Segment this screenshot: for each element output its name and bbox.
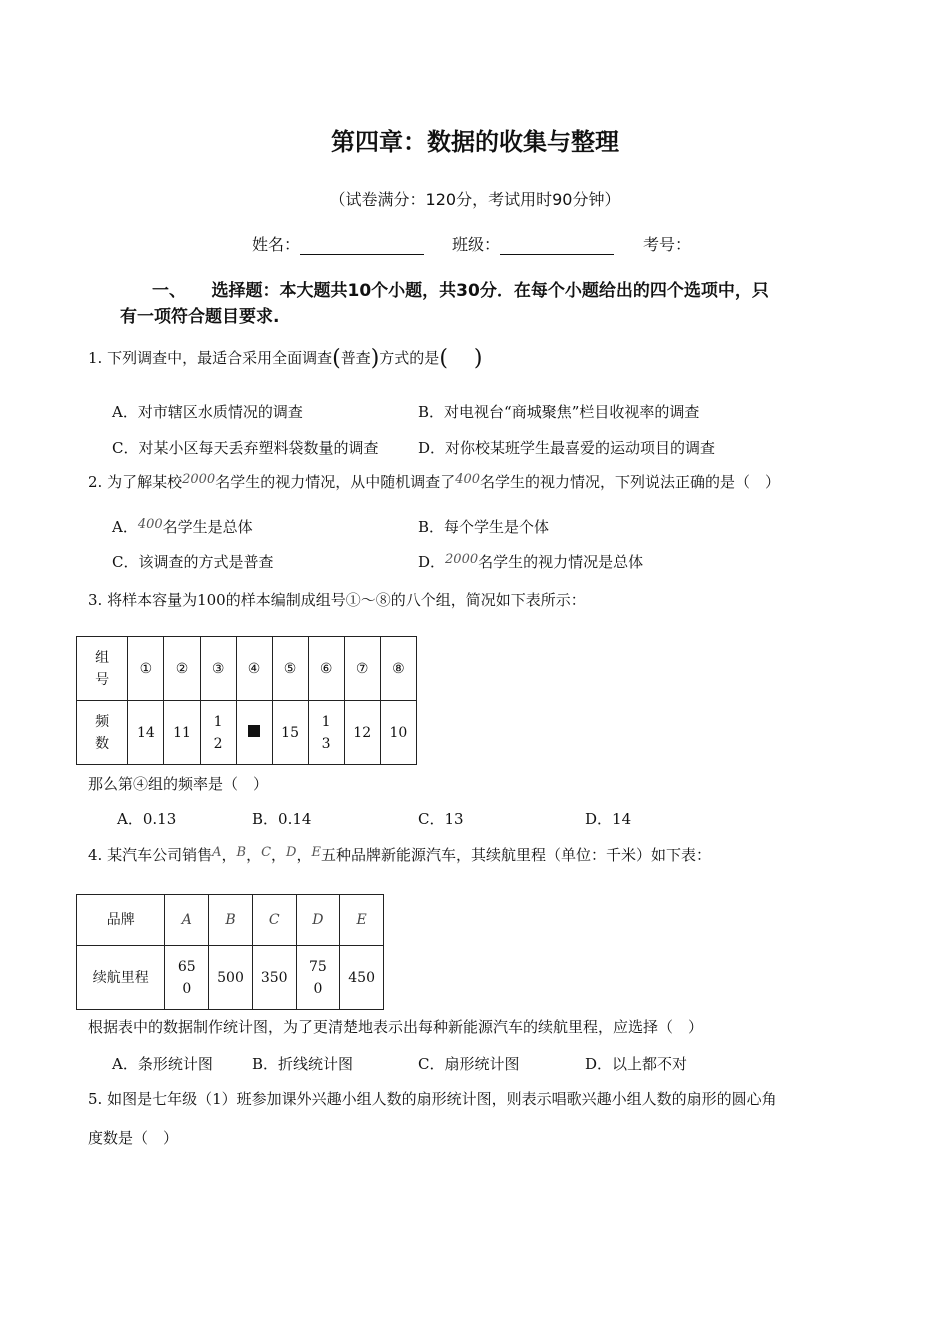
id-label: 考号： bbox=[643, 235, 692, 254]
group-cell: ③ bbox=[200, 637, 236, 701]
q2-option-a-text: 名学生是总体 bbox=[162, 518, 253, 536]
exam-subtitle: （试卷满分：120分，考试用时90分钟） bbox=[329, 190, 621, 209]
freq-cell: 1 3 bbox=[308, 701, 344, 765]
group-cell: ⑥ bbox=[308, 637, 344, 701]
q2-option-b[interactable]: B．每个学生是个体 bbox=[418, 518, 550, 536]
class-field[interactable] bbox=[452, 232, 614, 255]
range-cell: 350 bbox=[252, 946, 296, 1010]
brand-letter: B bbox=[236, 845, 247, 860]
header-group: 组 号 bbox=[77, 637, 128, 701]
group-cell: ② bbox=[164, 637, 200, 701]
page-title: 第四章：数据的收集与整理 bbox=[331, 128, 619, 156]
section-heading-line1: 一、 选择题：本大题共10个小题，共30分．在每个小题给出的四个选项中，只 bbox=[152, 281, 769, 301]
q1-text-a: 1. 下列调查中，最适合采用全面调查 bbox=[88, 349, 333, 367]
q3-option-c[interactable]: C．13 bbox=[418, 810, 464, 828]
brand-cell: E bbox=[340, 895, 384, 946]
header-range: 续航里程 bbox=[77, 946, 165, 1010]
answer-paren-open: ( bbox=[439, 346, 448, 371]
q4-option-b[interactable]: B．折线统计图 bbox=[252, 1055, 354, 1073]
question-5-line1: 5. 如图是七年级（1）班参加课外兴趣小组人数的扇形统计图，则表示唱歌兴趣小组人数的扇形的圆心角 bbox=[88, 1090, 777, 1108]
brand-letter: A bbox=[212, 845, 222, 860]
brand-letter: D bbox=[286, 845, 297, 860]
q2-option-d-prefix: D． bbox=[418, 553, 446, 571]
brand-cell: A bbox=[165, 895, 209, 946]
paren-open: ( bbox=[332, 346, 341, 371]
brand-cell: D bbox=[296, 895, 340, 946]
q4-question: 根据表中的数据制作统计图，为了更清楚地表示出每种新能源汽车的续航里程，应选择（ ） bbox=[88, 1018, 704, 1036]
q2-number-400: 400 bbox=[455, 472, 481, 487]
range-cell: 75 0 bbox=[296, 946, 340, 1010]
answer-paren-close: ) bbox=[473, 346, 483, 371]
freq-cell: 10 bbox=[380, 701, 416, 765]
range-table bbox=[76, 894, 384, 1010]
q1-text-b: 普查 bbox=[340, 349, 371, 367]
q2-option-d-text: 名学生的视力情况是总体 bbox=[478, 553, 644, 571]
q4-option-d[interactable]: D．以上都不对 bbox=[585, 1055, 688, 1073]
group-cell: ⑧ bbox=[380, 637, 416, 701]
q2-number-2000: 2000 bbox=[182, 472, 216, 487]
q1-text-c: 方式的是 bbox=[379, 349, 440, 367]
freq-cell: 12 bbox=[344, 701, 380, 765]
brand-letter: C bbox=[261, 845, 272, 860]
q2-option-a-number: 400 bbox=[137, 517, 163, 532]
class-label: 班级： bbox=[452, 235, 501, 254]
frequency-table bbox=[76, 636, 417, 765]
name-label: 姓名： bbox=[252, 235, 301, 254]
freq-cell: 14 bbox=[128, 701, 164, 765]
q4-text-b: 五种品牌新能源汽车，其续航里程（单位：千米）如下表： bbox=[321, 846, 712, 864]
q1-option-b[interactable]: B．对电视台“商城聚焦”栏目收视率的调查 bbox=[418, 403, 700, 421]
brand-cell: C bbox=[252, 895, 296, 946]
black-square-icon bbox=[248, 725, 260, 737]
q3-option-b[interactable]: B．0.14 bbox=[252, 810, 312, 828]
brand-letter: E bbox=[311, 845, 321, 860]
q4-text-a: 4. 某汽车公司销售 bbox=[88, 846, 213, 864]
question-1 bbox=[88, 344, 483, 369]
header-frequency: 频 数 bbox=[77, 701, 128, 765]
name-blank[interactable] bbox=[300, 236, 424, 255]
q2-option-a-prefix: A． bbox=[112, 518, 138, 536]
freq-cell: 1 2 bbox=[200, 701, 236, 765]
freq-cell: 11 bbox=[164, 701, 200, 765]
q2-option-d-number: 2000 bbox=[445, 552, 479, 567]
q3-question: 那么第④组的频率是（ ） bbox=[88, 775, 269, 793]
q2-option-c[interactable]: C．该调查的方式是普查 bbox=[112, 553, 274, 571]
q2-text-a: 2. 为了解某校 bbox=[88, 473, 183, 491]
q3-option-d[interactable]: D．14 bbox=[585, 810, 632, 828]
q4-option-c[interactable]: C．扇形统计图 bbox=[418, 1055, 520, 1073]
group-cell: ① bbox=[128, 637, 164, 701]
range-cell: 450 bbox=[340, 946, 384, 1010]
group-cell: ⑦ bbox=[344, 637, 380, 701]
section-heading-line2: 有一项符合题目要求. bbox=[120, 307, 280, 327]
id-field[interactable] bbox=[643, 232, 691, 255]
group-cell: ⑤ bbox=[272, 637, 308, 701]
q3-option-a[interactable]: A．0.13 bbox=[117, 810, 177, 828]
q2-text-b: 名学生的视力情况，从中随机调查了 bbox=[215, 473, 456, 491]
brand-cell: B bbox=[209, 895, 253, 946]
question-4: 4. 某汽车公司销售A，B，C，D，E五种品牌新能源汽车，其续航里程（单位：千米）如下表： bbox=[88, 845, 712, 864]
freq-cell: 15 bbox=[272, 701, 308, 765]
q2-option-a[interactable] bbox=[112, 516, 253, 537]
group-cell: ④ bbox=[236, 637, 272, 701]
range-cell: 65 0 bbox=[165, 946, 209, 1010]
header-brand: 品牌 bbox=[77, 895, 165, 946]
q1-option-a[interactable]: A．对市辖区水质情况的调查 bbox=[112, 403, 303, 421]
question-5-line2: 度数是（ ） bbox=[88, 1129, 179, 1147]
paren-close: ) bbox=[370, 346, 380, 371]
q1-option-c[interactable]: C．对某小区每天丢弃塑料袋数量的调查 bbox=[112, 439, 379, 457]
class-blank[interactable] bbox=[500, 236, 614, 255]
question-2 bbox=[88, 471, 780, 492]
q1-option-d[interactable]: D．对你校某班学生最喜爱的运动项目的调查 bbox=[418, 439, 716, 457]
name-field[interactable] bbox=[252, 232, 424, 255]
q2-text-c: 名学生的视力情况，下列说法正确的是（ ） bbox=[480, 473, 781, 491]
range-cell: 500 bbox=[209, 946, 253, 1010]
question-3: 3. 将样本容量为100的样本编制成组号①～⑧的八个组，简况如下表所示： bbox=[88, 591, 586, 609]
q4-option-a[interactable]: A．条形统计图 bbox=[112, 1055, 213, 1073]
q2-option-d[interactable] bbox=[418, 551, 643, 572]
freq-cell-unknown bbox=[236, 701, 272, 765]
